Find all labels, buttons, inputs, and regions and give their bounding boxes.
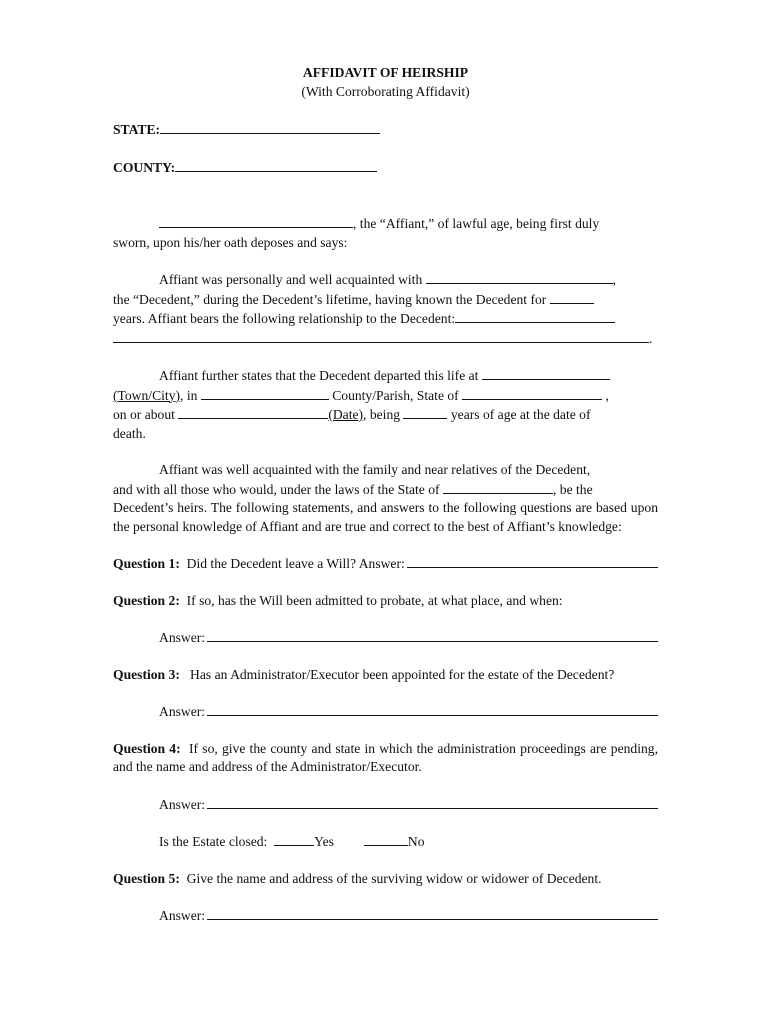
death-date-field[interactable] — [178, 405, 328, 419]
p4-text-d: Decedent’s heirs. The following statements, and answers to the following questions are based upon the personal knowledge of Affiant and are true and correct to the best of Affiant’s knowledge: — [113, 500, 658, 534]
q4-answer-label: Answer: — [159, 796, 206, 812]
p3-text-c: County/Parish, State of — [332, 387, 459, 403]
q5-text: Give the name and address of the surviving widow or widower of Decedent. — [186, 870, 602, 886]
p3-text-a: Affiant further states that the Decedent departed this life at — [159, 368, 479, 383]
q4-answer-field[interactable] — [207, 795, 658, 809]
question-4 — [113, 740, 658, 777]
q2-label: Question 2: — [113, 592, 180, 608]
q1-text: Did the Decedent leave a Will? Answer: — [186, 556, 405, 571]
date-label: (Date) — [328, 407, 364, 422]
p2-text-a: Affiant was personally and well acquainted with — [159, 272, 423, 287]
q2-answer-field[interactable] — [207, 628, 658, 642]
state-field[interactable] — [160, 120, 380, 134]
county-label: COUNTY: — [113, 159, 176, 175]
estate-closed-label: Is the Estate closed: — [159, 834, 268, 849]
p3-text-b: , in — [180, 387, 198, 403]
q4-text: If so, give the county and state in which the administration proceedings are pending, and the name and address of the Administrator/Executor. — [113, 740, 659, 774]
p1-text-b: sworn, upon his/her oath deposes and says: — [113, 234, 348, 250]
q2-text: If so, has the Will been admitted to probate, at what place, and when: — [186, 592, 563, 608]
affiant-name-field[interactable] — [159, 214, 353, 228]
p4-text-b: and with all those who would, under the laws of the State of — [113, 481, 440, 497]
p3-text-f: years of age at the date of — [450, 407, 591, 422]
age-at-death-field[interactable] — [403, 405, 447, 419]
question-5 — [113, 870, 658, 889]
relationship-field[interactable] — [455, 309, 615, 323]
state-label: STATE: — [113, 122, 161, 137]
county-field[interactable] — [175, 158, 377, 172]
question-3 — [113, 666, 658, 685]
paragraph-heirs — [113, 461, 658, 536]
paragraph-acquaintance: Affiant was personally and well acquainted with , the “Decedent,” during the Decedent’s lifetime, having known the Decedent for years. Affiant bears the following relationship to the Decedent: . — [113, 272, 653, 346]
p1-text-a: , the “Affiant,” of lawful age, being first duly — [353, 216, 600, 231]
q1-label: Question 1: — [113, 556, 180, 571]
decedent-name-field[interactable] — [426, 270, 613, 284]
county-row — [113, 158, 658, 178]
paragraph-affiant — [113, 214, 658, 252]
q3-answer-label: Answer: — [159, 704, 206, 719]
q2-answer-label: Answer: — [159, 630, 206, 645]
p3-text-e: , being — [363, 407, 401, 422]
q3-text: Has an Administrator/Executor been appointed for the estate of the Decedent? — [190, 666, 615, 682]
q4-answer-row — [113, 795, 658, 815]
p4-text-a: Affiant was well acquainted with the family and near relatives of the Decedent, — [159, 462, 591, 477]
question-1 — [113, 554, 658, 574]
relationship-field-continued[interactable] — [113, 329, 649, 343]
death-place-field[interactable] — [482, 366, 610, 380]
no-label: No — [407, 834, 425, 849]
document-title: AFFIDAVIT OF HEIRSHIP — [302, 65, 469, 80]
q3-answer-row — [113, 702, 658, 722]
q5-answer-label: Answer: — [159, 908, 206, 923]
q5-label: Question 5: — [113, 870, 180, 886]
p2-text-c: years. Affiant bears the following relationship to the Decedent: — [113, 311, 456, 326]
estate-closed-yes-field[interactable] — [274, 832, 314, 846]
county-parish-field[interactable] — [201, 386, 329, 400]
q5-answer-field[interactable] — [207, 906, 658, 920]
q3-label: Question 3: — [113, 666, 180, 682]
heirs-state-field[interactable] — [443, 480, 553, 494]
q5-answer-row — [113, 906, 658, 926]
paragraph-death: Affiant further states that the Decedent departed this life at (Town/City), in County/Parish, State of , on or about (Date), being years of age at the date of death. — [113, 366, 658, 443]
yes-label: Yes — [314, 834, 334, 849]
q3-answer-field[interactable] — [207, 702, 658, 716]
q2-answer-row — [113, 628, 658, 648]
years-known-field[interactable] — [550, 290, 594, 304]
q4-label: Question 4: — [113, 740, 181, 756]
state-row — [113, 120, 658, 140]
p2-text-b: the “Decedent,” during the Decedent’s lifetime, having known the Decedent for — [113, 291, 547, 307]
p4-text-c: , be the — [552, 481, 593, 497]
estate-closed-no-field[interactable] — [364, 832, 408, 846]
affidavit-page — [113, 64, 658, 926]
p3-text-g: death. — [113, 425, 146, 441]
town-city-label: (Town/City) — [113, 387, 181, 403]
question-2 — [113, 592, 658, 611]
p3-text-d: on or about — [113, 407, 175, 422]
death-state-field[interactable] — [462, 386, 602, 400]
q1-answer-field[interactable] — [407, 554, 658, 568]
estate-closed-row — [113, 832, 658, 852]
document-subtitle: (With Corroborating Affidavit) — [301, 83, 470, 99]
